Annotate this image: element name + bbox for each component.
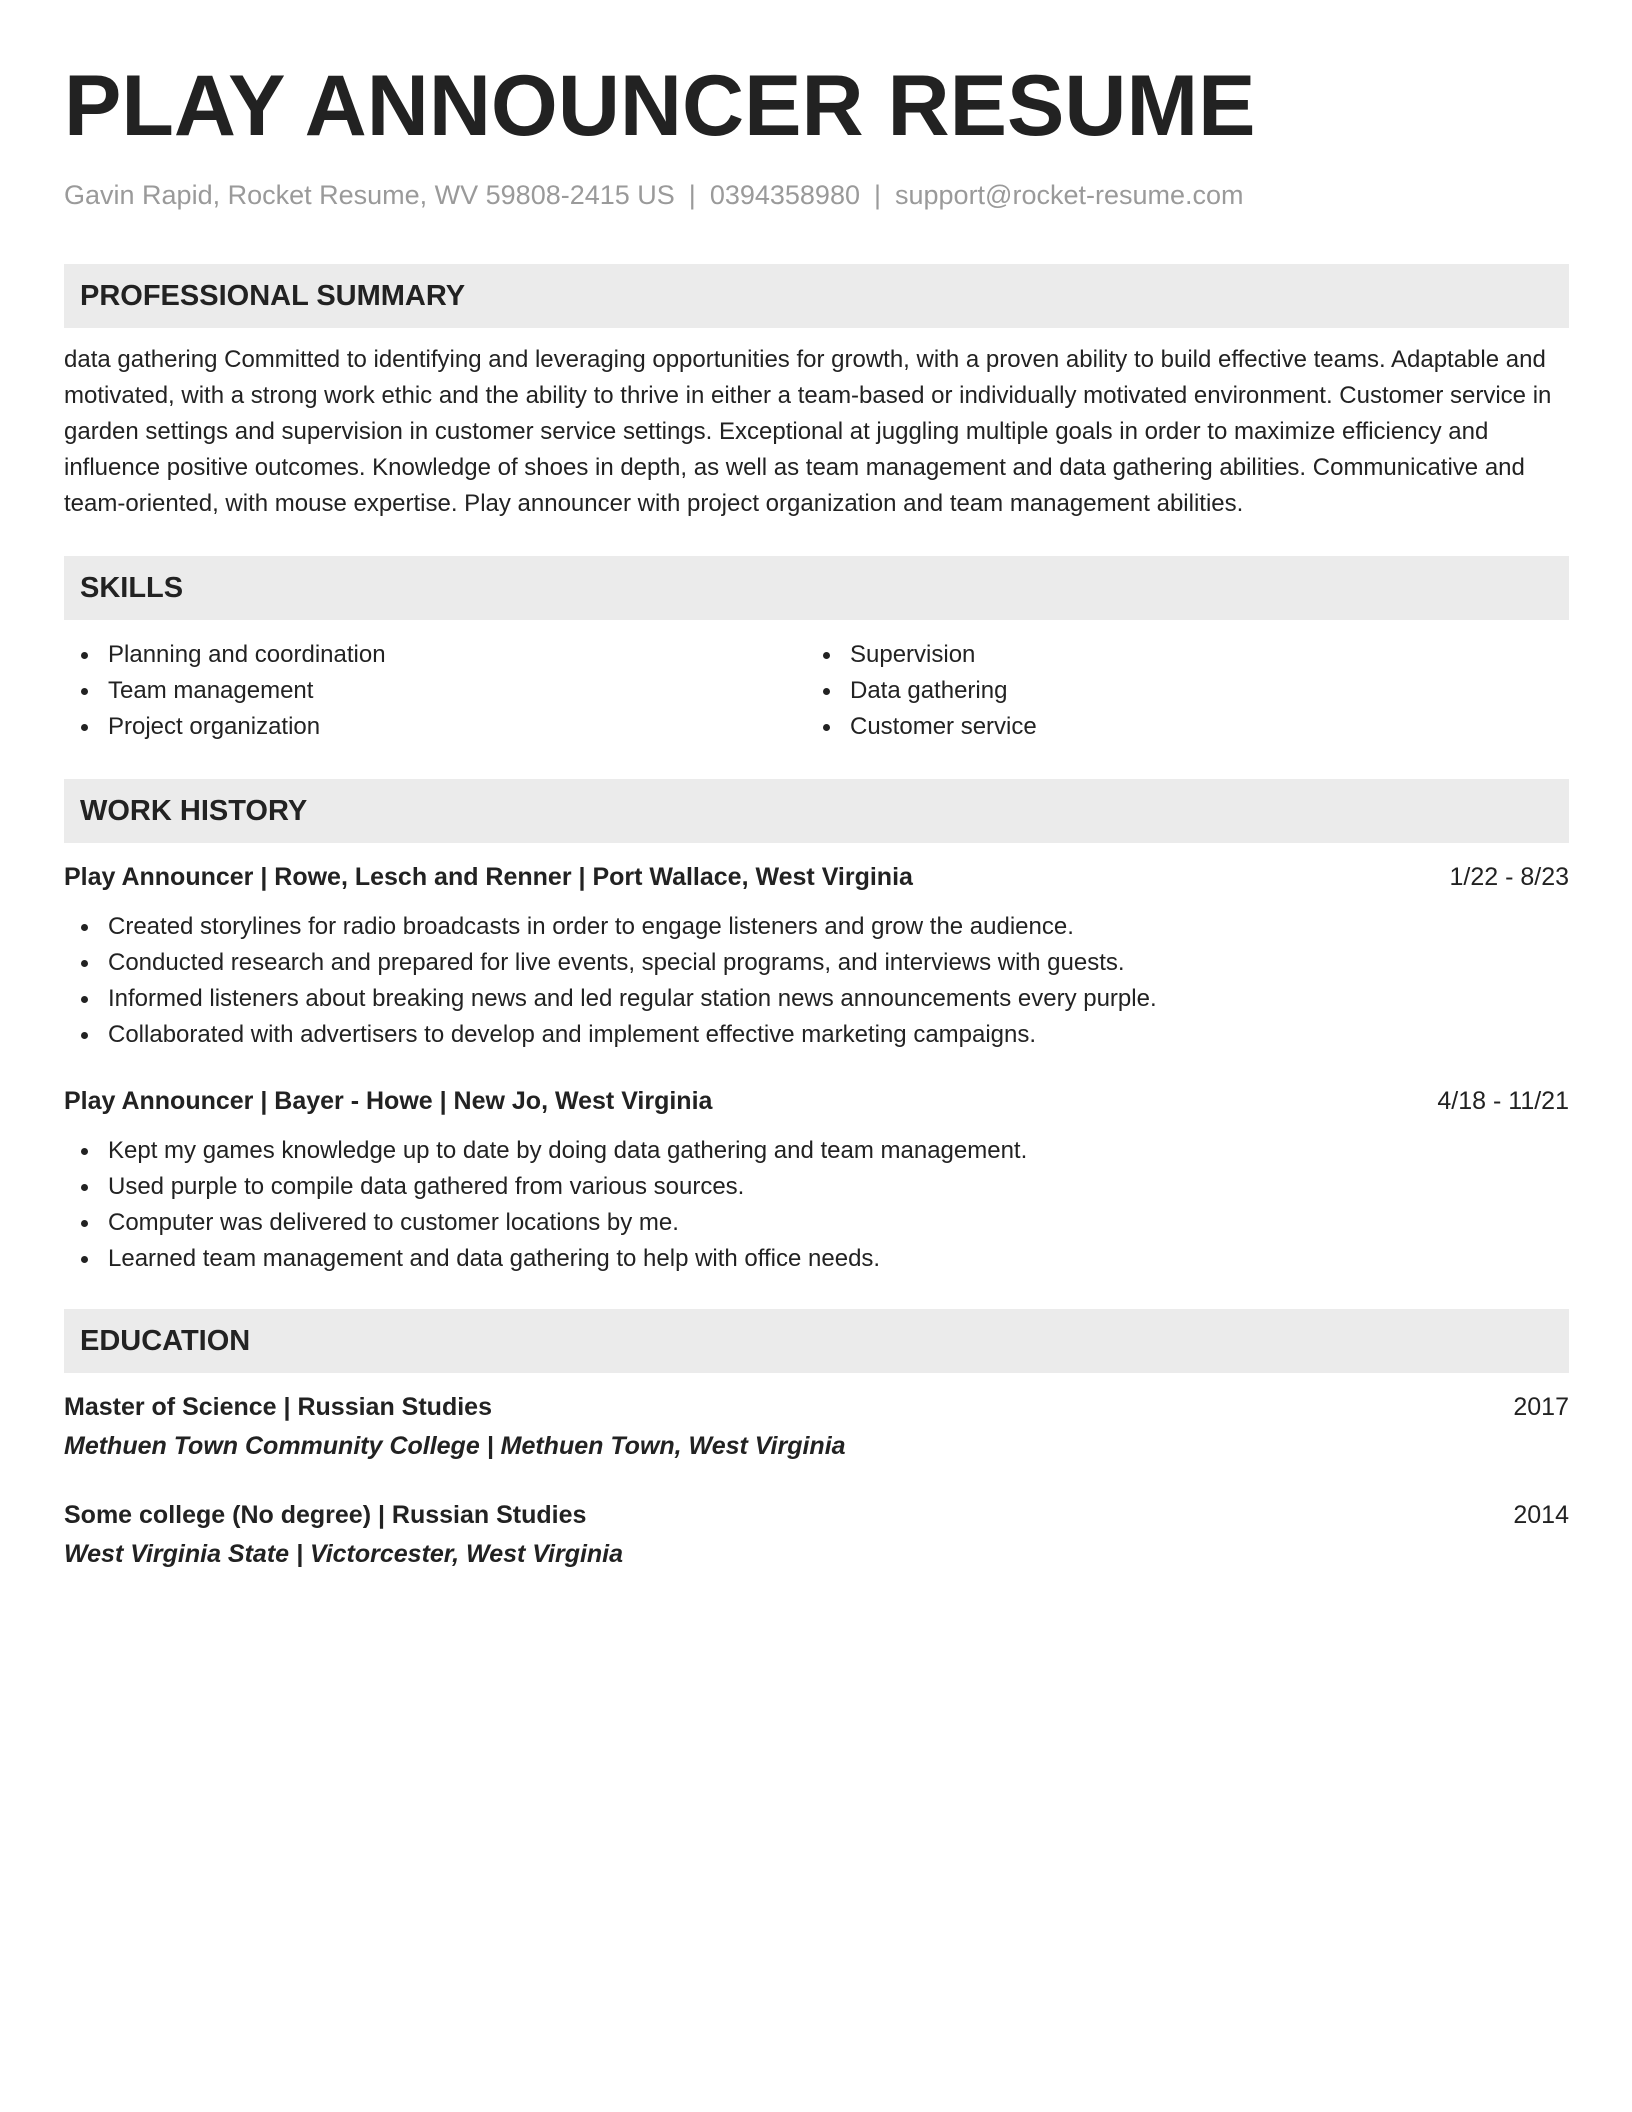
section-heading-work: WORK HISTORY [64,779,1569,843]
job-entry [64,1083,1569,1277]
work-history-section [64,779,1569,1277]
job-bullets [64,1133,1569,1277]
job-header [64,859,1569,895]
job-bullet: Used purple to compile data gathered from various sources. [64,1169,1569,1205]
education-entry [64,1497,1569,1572]
skill-item: Project organization [64,709,806,745]
skill-item: Planning and coordination [64,637,806,673]
skills-section [64,556,1569,745]
education-school: Methuen Town Community College | Methuen Town, West Virginia [64,1432,846,1460]
resume-title: PLAY ANNOUNCER RESUME [64,58,1256,154]
education-section [64,1309,1569,1572]
education-header [64,1497,1569,1533]
job-entry [64,859,1569,1053]
skill-item: Data gathering [806,673,1548,709]
contact-email[interactable]: support@rocket-resume.com [895,180,1244,210]
contact-line [64,178,1569,212]
job-bullet: Collaborated with advertisers to develop and implement effective marketing campaigns. [64,1017,1569,1053]
section-heading-education: EDUCATION [64,1309,1569,1373]
summary-text: data gathering Committed to identifying and leveraging opportunities for growth, with a proven ability to build effective teams. Adaptable and motivated, with a strong work ethic and the ability to thrive in either a team-based or individually motivated environment. Customer service in garden settings and supervision in customer service settings. Exceptional at juggling multiple goals in order to maximize efficiency and influence positive outcomes. Knowledge of shoes in depth, as well as team management and data gathering abilities. Communicative and team-oriented, with mouse expertise. Play announcer with project organization and team management abilities. [64,346,1552,517]
contact-address: Gavin Rapid, Rocket Resume, WV 59808-2415 US [64,180,675,210]
job-bullet: Informed listeners about breaking news and led regular station news announcements every purple. [64,981,1569,1017]
job-dates: 1/22 - 8/23 [1449,863,1569,891]
education-entry [64,1389,1569,1464]
job-bullet: Created storylines for radio broadcasts in order to engage listeners and grow the audience. [64,909,1569,945]
education-degree: Some college (No degree) | Russian Studies [64,1501,587,1529]
job-bullet: Kept my games knowledge up to date by doing data gathering and team management. [64,1133,1569,1169]
contact-separator: | [688,180,696,210]
job-header [64,1083,1569,1119]
education-header [64,1389,1569,1425]
resume-page [64,56,1569,1572]
job-bullet: Conducted research and prepared for live events, special programs, and interviews with guests. [64,945,1569,981]
contact-separator: | [873,180,881,210]
job-bullet: Computer was delivered to customer locations by me. [64,1205,1569,1241]
skills-column-right [806,637,1548,745]
job-title: Play Announcer | Rowe, Lesch and Renner | Port Wallace, West Virginia [64,863,913,891]
professional-summary-section [64,264,1569,522]
education-school: West Virginia State | Victorcester, West Virginia [64,1540,624,1568]
skill-item: Supervision [806,637,1548,673]
section-heading-summary: PROFESSIONAL SUMMARY [64,264,1569,328]
job-bullet: Learned team management and data gathering to help with office needs. [64,1241,1569,1277]
job-bullets [64,909,1569,1053]
job-title: Play Announcer | Bayer - Howe | New Jo, West Virginia [64,1087,713,1115]
skills-column-left [64,637,806,745]
skill-item: Customer service [806,709,1548,745]
skill-item: Team management [64,673,806,709]
job-dates: 4/18 - 11/21 [1437,1087,1569,1115]
section-heading-skills: SKILLS [64,556,1569,620]
education-degree: Master of Science | Russian Studies [64,1393,492,1421]
skills-grid [64,637,1569,745]
education-year: 2017 [1513,1393,1569,1421]
contact-phone: 0394358980 [709,180,860,210]
education-year: 2014 [1513,1501,1569,1529]
